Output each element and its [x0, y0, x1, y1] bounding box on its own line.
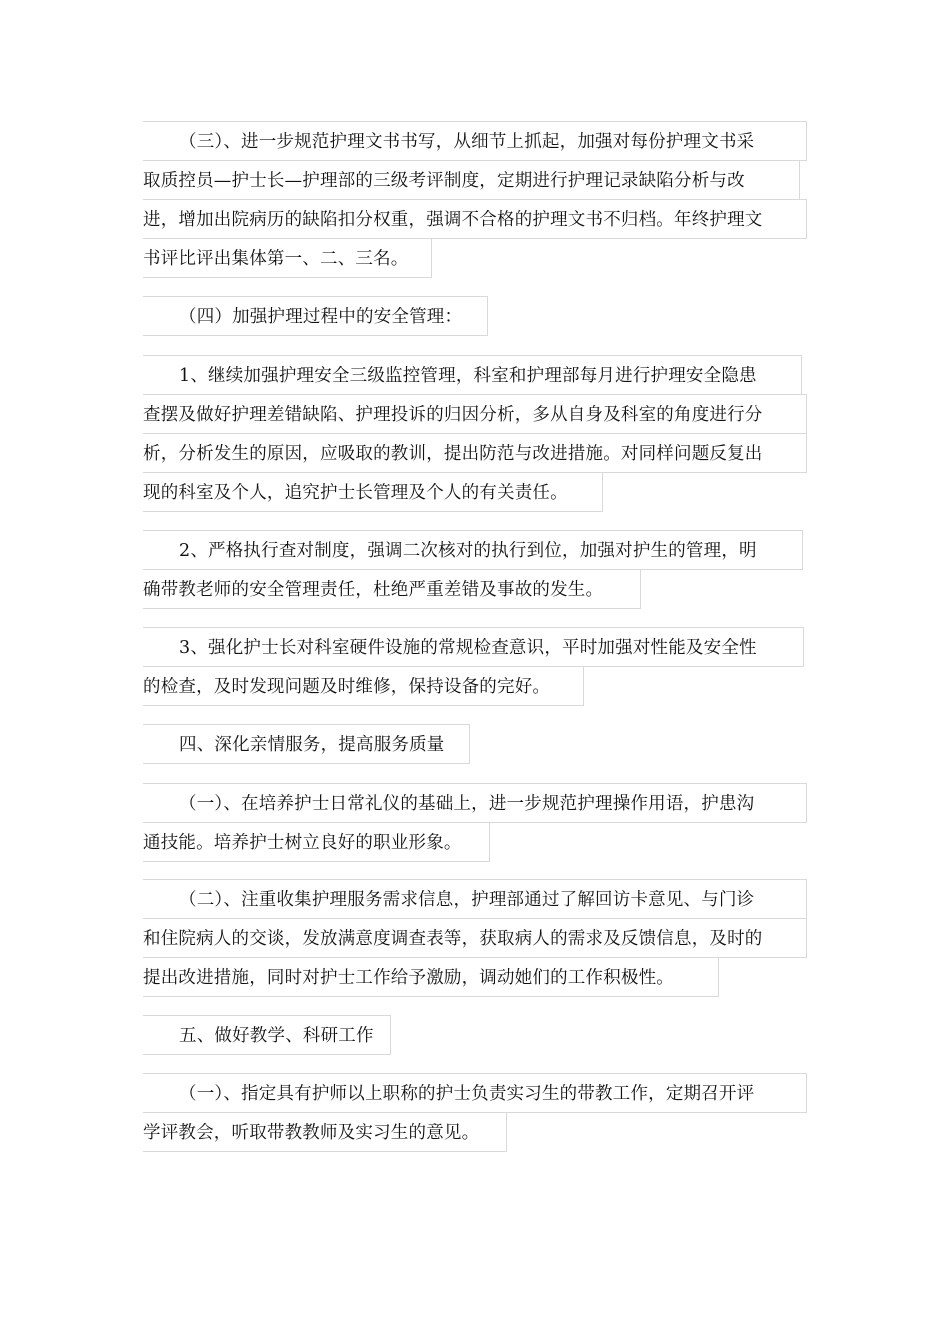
text-line: （三）、进一步规范护理文书书写，从细节上抓起，加强对每份护理文书采	[143, 121, 807, 161]
text-line: 进，增加出院病历的缺陷扣分权重，强调不合格的护理文书不归档。年终护理文	[143, 199, 807, 239]
text-line: （四）加强护理过程中的安全管理：	[143, 296, 488, 336]
text-line: 书评比评出集体第一、二、三名。	[143, 238, 432, 278]
text-line: 3、强化护士长对科室硬件设施的常规检查意识，平时加强对性能及安全性	[143, 627, 804, 667]
text-line: 五、做好教学、科研工作	[143, 1015, 391, 1055]
text-line: （一）、指定具有护师以上职称的护士负责实习生的带教工作，定期召开评	[143, 1073, 807, 1113]
text-line: （二）、注重收集护理服务需求信息，护理部通过了解回访卡意见、与门诊	[143, 879, 807, 919]
text-line: 现的科室及个人，追究护士长管理及个人的有关责任。	[143, 472, 603, 512]
text-line: （一）、在培养护士日常礼仪的基础上，进一步规范护理操作用语，护患沟	[143, 783, 807, 823]
text-line: 通技能。培养护士树立良好的职业形象。	[143, 822, 490, 862]
text-line: 的检查，及时发现问题及时维修，保持设备的完好。	[143, 666, 584, 706]
text-line: 和住院病人的交谈，发放满意度调查表等，获取病人的需求及反馈信息，及时的	[143, 918, 807, 958]
text-line: 学评教会，听取带教教师及实习生的意见。	[143, 1112, 507, 1152]
text-line: 析，分析发生的原因，应吸取的教训，提出防范与改进措施。对同样问题反复出	[143, 433, 807, 473]
text-line: 提出改进措施，同时对护士工作给予激励，调动她们的工作积极性。	[143, 957, 719, 997]
text-line: 查摆及做好护理差错缺陷、护理投诉的归因分析，多从自身及科室的角度进行分	[143, 394, 807, 434]
text-line: 取质控员—护士长—护理部的三级考评制度，定期进行护理记录缺陷分析与改	[143, 160, 800, 200]
text-line: 1、继续加强护理安全三级监控管理，科室和护理部每月进行护理安全隐患	[143, 355, 802, 395]
text-line: 确带教老师的安全管理责任，杜绝严重差错及事故的发生。	[143, 569, 641, 609]
text-line: 2、严格执行查对制度，强调二次核对的执行到位，加强对护生的管理，明	[143, 530, 803, 570]
text-line: 四、深化亲情服务，提高服务质量	[143, 724, 470, 764]
